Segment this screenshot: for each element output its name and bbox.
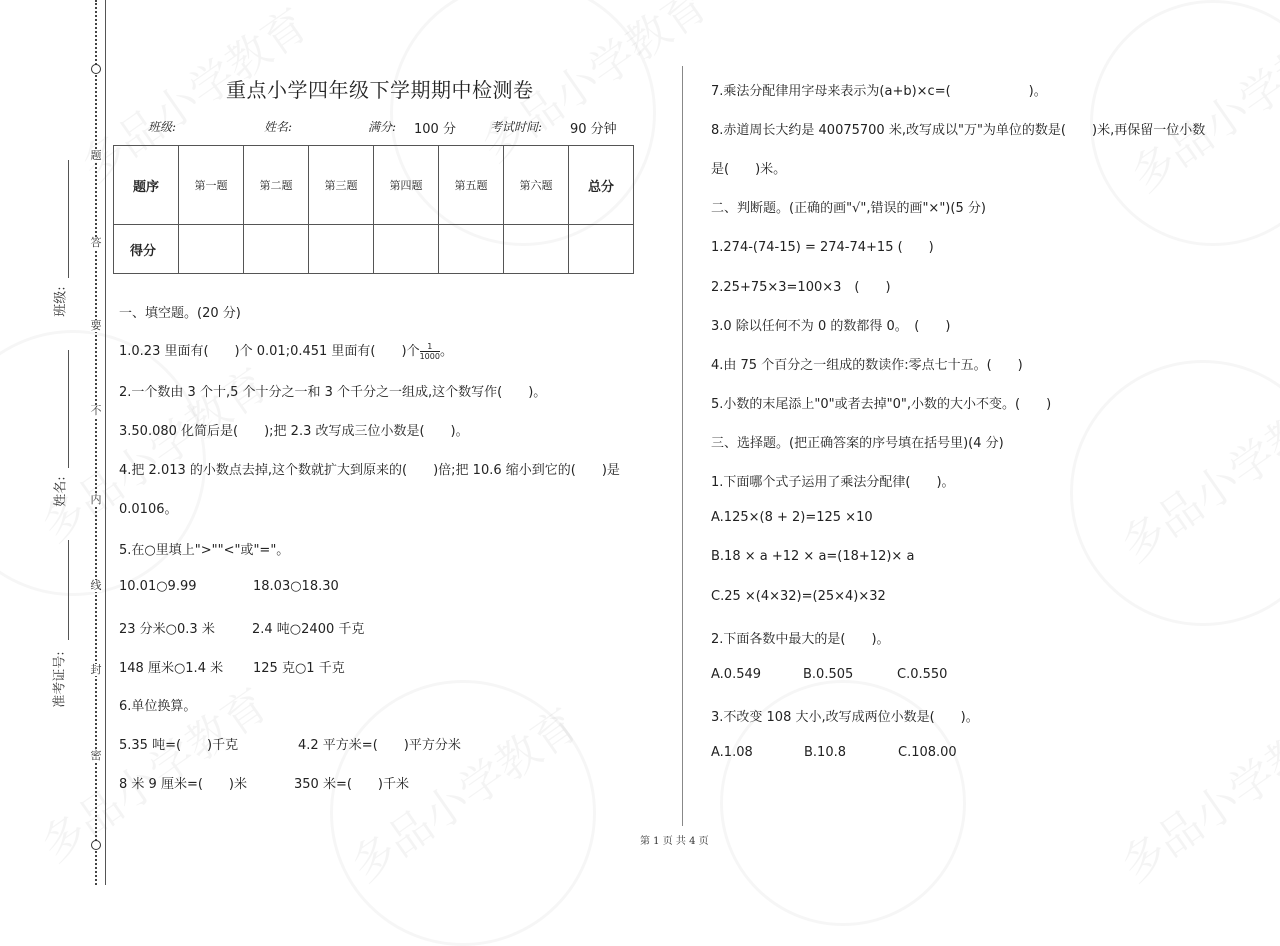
question-item: 3.不改变 108 大小,改写成两位小数是( )。 — [711, 710, 979, 725]
full-score-label: 满分: — [368, 120, 397, 134]
table-header-cell: 第二题 — [244, 146, 309, 225]
fraction-denominator: 1000 — [419, 352, 440, 361]
question-item: 1.274-(74-15) = 274-74+15 ( ) — [711, 240, 934, 255]
question-item: 7.乘法分配律用字母来表示为(a+b)×c=( )。 — [711, 84, 1047, 99]
question-item: 10.01○9.99 — [119, 579, 197, 594]
score-cell[interactable] — [244, 225, 309, 274]
seal-char: 答 — [90, 236, 102, 249]
question-item: 5.在○里填上">""<"或"="。 — [119, 543, 290, 558]
table-row-label: 得分 — [114, 225, 179, 274]
watermark-ring — [330, 680, 596, 946]
question-item: 2.25+75×3=100×3 ( ) — [711, 280, 891, 295]
class-underline — [68, 160, 69, 278]
question-item: 3.50.080 化简后是( );把 2.3 改写成三位小数是( )。 — [119, 424, 469, 439]
option-item: C.108.00 — [898, 745, 957, 760]
name-field-label: 姓名: — [264, 120, 293, 134]
score-table — [113, 145, 634, 274]
question-item: 350 米=( )千米 — [294, 777, 409, 792]
question-item: 5.小数的末尾添上"0"或者去掉"0",小数的大小不变。( ) — [711, 397, 1052, 412]
option-item: B.0.505 — [803, 667, 854, 682]
question-item: 148 厘米○1.4 米 — [119, 661, 224, 676]
watermark-text — [1106, 690, 1280, 894]
section-heading: 三、选择题。(把正确答案的序号填在括号里)(4 分) — [711, 436, 1004, 451]
table-header-cell: 题序 — [114, 146, 179, 225]
option-item: A.0.549 — [711, 667, 762, 682]
table-header-cell: 第六题 — [504, 146, 569, 225]
seal-char: 线 — [90, 579, 102, 592]
table-header-cell: 第五题 — [439, 146, 504, 225]
table-header-cell: 第四题 — [374, 146, 439, 225]
class-label: 班级: — [53, 286, 69, 317]
binding-hole-circle — [91, 840, 101, 850]
exam-id-label: 准考证号: — [52, 651, 68, 708]
page-footer: 第 1 页 共 4 页 — [640, 836, 709, 847]
option-item: C.0.550 — [897, 667, 948, 682]
question-item: 5.35 吨=( )千克 — [119, 738, 239, 753]
question-text: 1.0.23 里面有( )个 0.01;0.451 里面有( )个 — [119, 344, 420, 359]
question-item: 6.单位换算。 — [119, 699, 197, 714]
exam-id-underline — [68, 540, 69, 640]
watermark-text — [1116, 0, 1280, 204]
question-item: 0.0106。 — [119, 502, 178, 517]
seal-char: 不 — [90, 404, 102, 417]
watermark-text — [336, 690, 589, 894]
option-item: A.125×(8 + 2)=125 ×10 — [711, 510, 873, 525]
question-item: 2.4 吨○2400 千克 — [252, 622, 365, 637]
seal-char: 要 — [90, 319, 102, 332]
question-text-end: 。 — [439, 344, 453, 359]
option-item: B.18 × a +12 × a=(18+12)× a — [711, 549, 915, 564]
option-item: A.1.08 — [711, 745, 753, 760]
class-field-label: 班级: — [148, 120, 177, 134]
question-item: 125 克○1 千克 — [253, 661, 345, 676]
option-item: B.10.8 — [804, 745, 846, 760]
table-header-cell: 第一题 — [179, 146, 244, 225]
seal-char: 密 — [90, 749, 102, 762]
page-title: 重点小学四年级下学期期中检测卷 — [226, 78, 534, 102]
score-cell[interactable] — [309, 225, 374, 274]
seal-char: 封 — [90, 663, 102, 676]
time-label: 考试时间: — [490, 120, 543, 134]
score-cell[interactable] — [439, 225, 504, 274]
score-cell[interactable] — [179, 225, 244, 274]
binding-margin — [0, 0, 108, 885]
option-item: C.25 ×(4×32)=(25×4)×32 — [711, 589, 886, 604]
column-divider — [682, 66, 683, 826]
question-item — [119, 340, 453, 361]
score-cell[interactable] — [569, 225, 634, 274]
fraction-numerator: 1 — [420, 342, 440, 352]
question-item: 8 米 9 厘米=( )米 — [119, 777, 247, 792]
name-underline — [68, 350, 69, 468]
watermark-ring — [1070, 360, 1280, 626]
question-item: 3.0 除以任何不为 0 的数都得 0。 ( ) — [711, 319, 951, 334]
question-item: 4.2 平方米=( )平方分米 — [298, 738, 461, 753]
table-header-cell: 第三题 — [309, 146, 374, 225]
fraction — [420, 342, 440, 361]
table-header-cell: 总分 — [569, 146, 634, 225]
question-item: 8.赤道周长大约是 40075700 米,改写成以"万"为单位的数是( )米,再保留一位小数 — [711, 123, 1206, 138]
question-item: 18.03○18.30 — [253, 579, 339, 594]
question-item: 4.由 75 个百分之一组成的数读作:零点七十五。( ) — [711, 358, 1023, 373]
question-item: 4.把 2.013 的小数点去掉,这个数就扩大到原来的( )倍;把 10.6 缩小到它的( )是 — [119, 463, 620, 478]
full-score-value: 100 分 — [414, 122, 456, 137]
question-item: 2.下面各数中最大的是( )。 — [711, 632, 890, 647]
name-label: 姓名: — [53, 476, 69, 507]
binding-hole-circle — [91, 64, 101, 74]
section-heading: 二、判断题。(正确的画"√",错误的画"×")(5 分) — [711, 201, 986, 216]
time-value: 90 分钟 — [570, 122, 617, 137]
binding-solid-line — [105, 0, 106, 885]
question-item: 2.一个数由 3 个十,5 个十分之一和 3 个千分之一组成,这个数写作( )。 — [119, 385, 547, 400]
question-item: 23 分米○0.3 米 — [119, 622, 215, 637]
watermark-text — [1106, 370, 1280, 574]
question-item: 1.下面哪个式子运用了乘法分配律( )。 — [711, 475, 955, 490]
question-item: 是( )米。 — [711, 162, 787, 177]
seal-char: 内 — [90, 493, 102, 506]
score-cell[interactable] — [374, 225, 439, 274]
seal-char: 题 — [90, 149, 102, 162]
section-heading: 一、填空题。(20 分) — [119, 306, 241, 321]
score-cell[interactable] — [504, 225, 569, 274]
